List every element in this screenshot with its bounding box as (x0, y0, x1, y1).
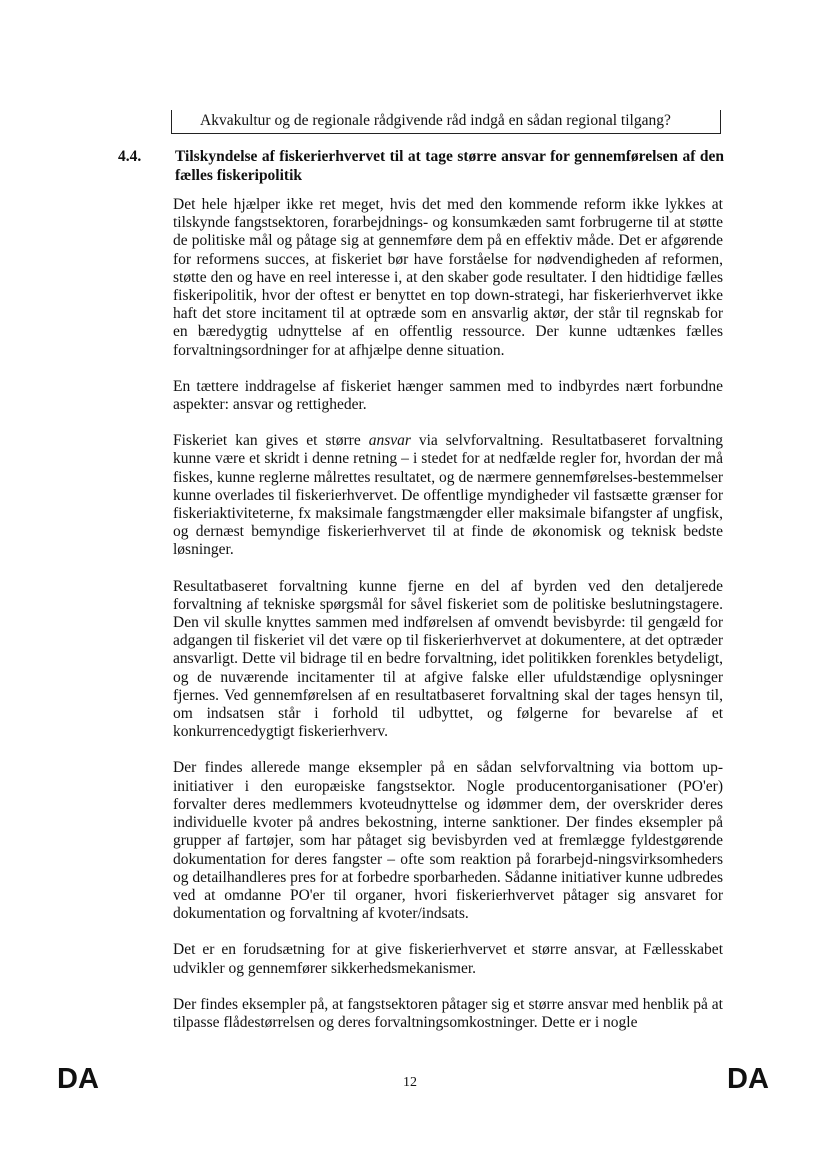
body-text (173, 196, 723, 1050)
paragraph-5: Der findes allerede mange eksempler på en sådan selvforvaltning via bottom up-initiativer i den europæiske fangstsektor. Nogle producentorganisationer (PO'er) forvalter deres medlemmers kvoteudnyttelse og idømmer dem, der overskrider deres individuelle kvoter på andres bekostning, interne sanktioner. Der findes eksempler på grupper af fartøjer, som har påtaget sig bevisbyrden ved at fremlægge fyldestgørende dokumentation for deres fangster – ofte som reaktion på forarbejd-ningsvirksomheders og detailhandleres pres for at forbedre sporbarheden. Sådanne initiativer kunne udbredes ved at omdanne PO'er til organer, hvori fiskerierhvervet påtager sig ansvaret for dokumentation og forvaltning af kvoter/indsats. (173, 759, 723, 923)
paragraph-3-lead: Fiskeriet kan gives et større (173, 432, 369, 450)
paragraph-4: Resultatbaseret forvaltning kunne fjerne en del af byrden ved den detaljerede forvaltning af tekniske spørgsmål for såvel fiskeriet som de politiske beslutningstagere. Den vil skulle knyttes sammen med indførelsen af omvendt bevisbyrde: til gengæld for adgangen til fiskeriet vil det være op til fiskerierhvervet at dokumentere, at det optræder ansvarligt. Dette vil bidrage til en bedre forvaltning, idet politikken forenkles betydeligt, og de nuværende incitamenter til at afgive falske eller ufuldstændige oplysninger fjernes. Ved gennemførelsen af en resultatbaseret forvaltning skal der tages hensyn til, om indsatsen står i forhold til udbyttet, og følgerne for bevarelse af et konkurrencedygtigt fiskerierhverv. (173, 577, 723, 741)
paragraph-6: Det er en forudsætning for at give fiskerierhvervet et større ansvar, at Fællesskabet udvikler og gennemfører sikkerhedsmekanismer. (173, 941, 723, 977)
paragraph-3 (173, 432, 723, 559)
paragraph-3-rest: via selvforvaltning. Resultatbaseret forvaltning kunne være et skridt i denne retning – i stedet for at nedfælde regler for, hvordan der må fiskes, kunne reglerne målrettes resultatet, og de nærmere gennemførelses-bestemmelser kunne overlades til fiskerierhvervet. De offentlige myndigheder vil fastsætte grænser for fiskeriaktiviteterne, fx maksimale fangstmængder eller maksimale bifangster af ungfisk, og dernæst bemyndige fiskerierhvervet til at finde de økonomisk og teknisk bedste løsninger. (173, 432, 723, 559)
paragraph-1: Det hele hjælper ikke ret meget, hvis det med den kommende reform ikke lykkes at tilskynde fangstsektoren, forarbejdnings- og konsumkæden samt forbrugerne til at støtte de politiske mål og påtage sig at gennemføre dem på en effektiv måde. Det er afgørende for reformens succes, at fiskeriet bør have forståelse for nødvendigheden af reformen, støtte den og have en reel interesse i, at den skaber gode resultater. I den hidtidige fælles fiskeripolitik, hvor der oftest er benyttet en top down-strategi, har fiskerierhvervet ikke haft det store incitament til at optræde som en ansvarlig aktør, der står til regnskab for en bæredygtig udnyttelse af en offentlig ressource. Der kunne udtænkes fælles forvaltningsordninger for at afhjælpe denne situation. (173, 196, 723, 359)
footer-language-label-right: DA (727, 1063, 769, 1095)
section-title: Tilskyndelse af fiskerierhvervet til at tage større ansvar for gennemførelsen af den fælles fiskeripolitik (175, 148, 724, 184)
paragraph-2: En tættere inddragelse af fiskeriet hænger sammen med to indbyrdes nært forbundne aspekter: ansvar og rettigheder. (173, 377, 723, 414)
footer-language-label-left: DA (57, 1063, 99, 1095)
section-number: 4.4. (118, 148, 142, 165)
paragraph-7: Der findes eksempler på, at fangstsektoren påtager sig et større ansvar med henblik på at tilpasse flådestørrelsen og deres forvaltningsomkostninger. Dette er i nogle (173, 995, 723, 1031)
emphasis-ansvar: ansvar (368, 432, 411, 450)
boxed-question-text: Akvakultur og de regionale rådgivende råd indgå en sådan regional tilgang? (171, 110, 721, 134)
page-number: 12 (403, 1075, 417, 1090)
